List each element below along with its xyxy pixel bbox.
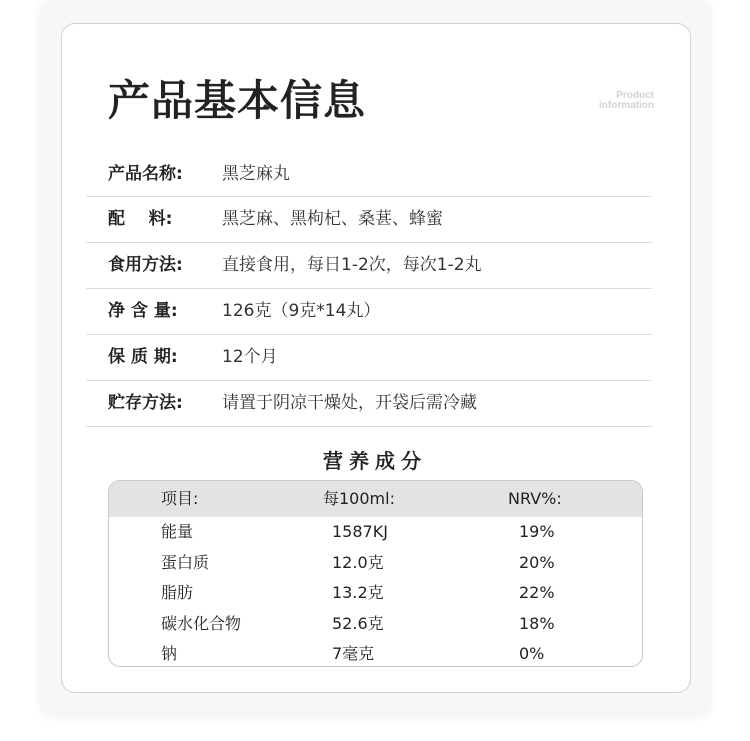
info-row-usage bbox=[86, 243, 652, 289]
nutrient-nrv: 19% bbox=[519, 522, 555, 541]
info-list bbox=[86, 152, 652, 427]
info-label: 贮存方法: bbox=[108, 393, 183, 413]
nutrition-table-header bbox=[109, 481, 642, 517]
nutrient-amount: 12.0克 bbox=[332, 552, 384, 572]
english-subtitle bbox=[560, 91, 654, 111]
info-row-ingredients bbox=[86, 197, 652, 243]
table-row bbox=[109, 639, 642, 667]
table-row bbox=[109, 548, 642, 579]
nutrient-nrv: 22% bbox=[519, 583, 555, 603]
nutrient-amount: 7毫克 bbox=[332, 644, 375, 664]
info-row-shelf-life bbox=[86, 335, 652, 381]
nutrition-table bbox=[108, 480, 643, 667]
nutrient-nrv: 18% bbox=[519, 613, 555, 633]
nutrient-name: 脂肪 bbox=[161, 583, 194, 603]
nutrient-name: 蛋白质 bbox=[161, 552, 210, 572]
info-value: 黑芝麻丸 bbox=[222, 164, 290, 184]
nutrient-amount: 1587KJ bbox=[332, 522, 388, 541]
info-row-storage bbox=[86, 381, 652, 427]
page-title: 产品基本信息 bbox=[108, 76, 367, 125]
column-header-nrv: NRV%: bbox=[508, 489, 562, 508]
info-value: 直接食用，每日1-2次，每次1-2丸 bbox=[222, 255, 482, 275]
nutrient-name: 能量 bbox=[161, 522, 194, 541]
info-label: 配 料: bbox=[108, 209, 173, 229]
nutrient-name: 钠 bbox=[161, 644, 178, 664]
info-value: 126克（9克*14丸） bbox=[222, 301, 381, 321]
column-header-per-100ml: 每100ml: bbox=[323, 489, 395, 508]
info-value: 请置于阴凉干燥处，开袋后需冷藏 bbox=[222, 393, 477, 413]
nutrient-amount: 52.6克 bbox=[332, 613, 384, 633]
nutrient-nrv: 20% bbox=[519, 552, 555, 572]
info-row-product-name bbox=[86, 152, 652, 197]
table-row bbox=[109, 609, 642, 640]
table-row bbox=[109, 578, 642, 609]
info-label: 食用方法: bbox=[108, 255, 183, 275]
nutrition-title: 营养成分 bbox=[323, 449, 427, 473]
nutrient-amount: 13.2克 bbox=[332, 583, 384, 603]
nutrient-name: 碳水化合物 bbox=[161, 613, 242, 633]
info-value: 黑芝麻、黑枸杞、桑葚、蜂蜜 bbox=[222, 209, 443, 229]
nutrient-nrv: 0% bbox=[519, 644, 545, 664]
info-row-net-content bbox=[86, 289, 652, 335]
english-subtitle-line2: information bbox=[599, 100, 654, 111]
english-subtitle-line1: Product bbox=[616, 90, 654, 101]
column-header-item: 项目: bbox=[161, 489, 199, 508]
info-label: 产品名称: bbox=[108, 164, 183, 184]
table-row bbox=[109, 517, 642, 548]
info-value: 12个月 bbox=[222, 347, 278, 367]
info-label: 保 质 期: bbox=[108, 347, 178, 367]
info-label: 净 含 量: bbox=[108, 301, 178, 321]
